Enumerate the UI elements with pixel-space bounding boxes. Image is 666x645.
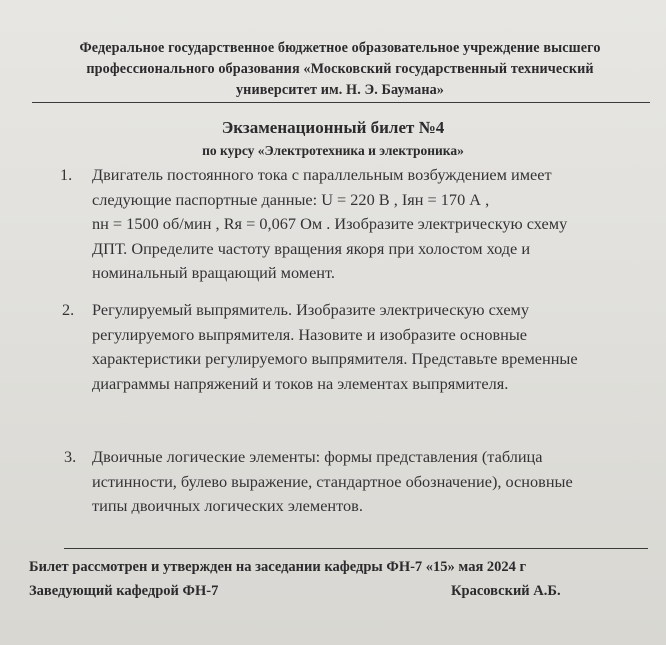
department-head-title: Заведующий кафедрой ФН-7	[29, 583, 219, 599]
question-text	[92, 445, 666, 519]
question-line: Регулируемый выпрямитель. Изобразите электрическую схему	[92, 300, 529, 319]
question-line: типы двоичных логических элементов.	[92, 496, 363, 515]
header-line: университет им. Н. Э. Баумана»	[235, 82, 444, 98]
course-name: по курсу «Электротехника и электроника»	[202, 143, 464, 158]
question-text	[92, 298, 666, 396]
footer-divider	[64, 548, 648, 549]
question-line: следующие паспортные данные: U = 220 В , Iян = 170 А ,	[92, 189, 490, 209]
question-line: Двоичные логические элементы: формы представления (таблица	[92, 447, 543, 466]
approval-line: Билет рассмотрен и утвержден на заседании кафедры ФН-7 «15» мая 2024 г	[29, 559, 527, 575]
question-line: истинности, булево выражение, стандартное обозначение), основные	[92, 471, 573, 491]
question-number: 1.	[60, 165, 73, 184]
question-line: диаграммы напряжений и токов на элементах выпрямителя.	[92, 373, 509, 393]
question-line: регулируемого выпрямителя. Назовите и изобразите основные	[92, 324, 528, 344]
question-line: nн = 1500 об/мин , Rя = 0,067 Ом . Изобразите электрическую схему	[92, 214, 568, 233]
institution-header	[40, 38, 640, 101]
question-number: 2.	[62, 300, 75, 319]
question-line: характеристики регулируемого выпрямителя. Представьте временные	[92, 349, 578, 368]
header-line: Федеральное государственное бюджетное образовательное учреждение высшего	[79, 40, 601, 56]
question-line: Двигатель постоянного тока с параллельным возбуждением имеет	[92, 165, 552, 184]
header-line: профессионального образования «Московский государственный технический	[86, 61, 594, 77]
question-number: 3.	[64, 447, 77, 466]
department-head-name: Красовский А.Б.	[451, 583, 561, 599]
header-divider	[32, 102, 650, 103]
question-text	[92, 163, 666, 286]
ticket-title: Экзаменационный билет №4	[221, 118, 445, 137]
question-line: ДПТ. Определите частоту вращения якоря при холостом ходе и	[92, 238, 531, 258]
question-line: номинальный вращающий момент.	[92, 263, 335, 282]
